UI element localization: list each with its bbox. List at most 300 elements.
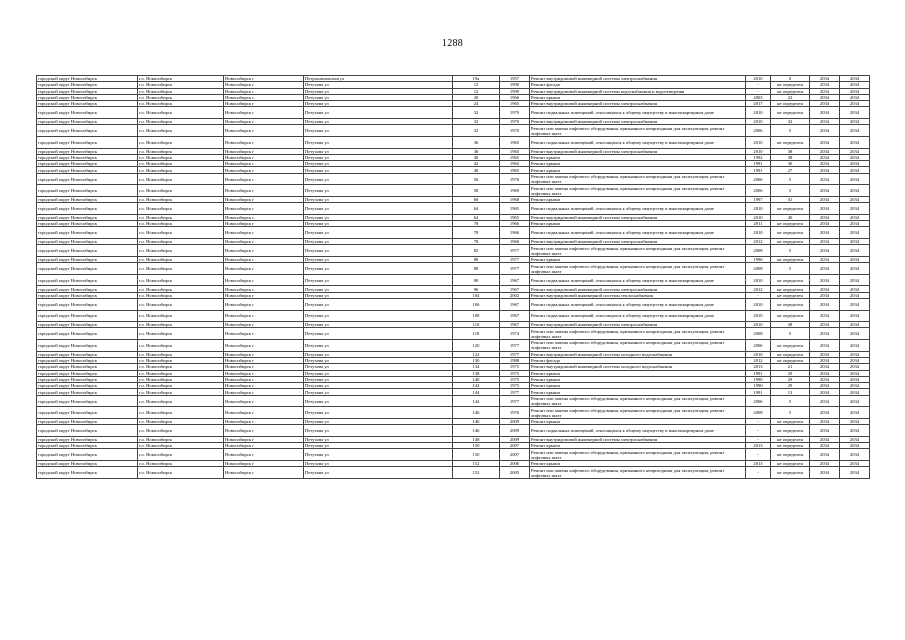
wear-percent-cell: не определен <box>771 298 810 310</box>
last-repair-year-cell: 1997 <box>746 196 771 202</box>
settlement-cell: Новосибирск г <box>224 136 304 148</box>
municipality-cell: городской округ Новосибирск <box>37 263 138 275</box>
work-type-cell: Ремонт внутридомовой инженерной системы холодного водоснабжения <box>530 351 746 357</box>
municipality-cell: городской округ Новосибирск <box>37 286 138 292</box>
work-type-cell: Ремонт крыши <box>530 221 746 227</box>
street-cell: Петухова ул <box>304 245 453 257</box>
house-number-cell: 140 <box>453 376 500 382</box>
work-type-cell: Ремонт крыши <box>530 389 746 395</box>
work-type-cell: Ремонт подвальных помещений, относящихся к общему имуществу в многоквартирном доме <box>530 107 746 119</box>
urban-district-cell: г.о. Новосибирск <box>138 364 224 370</box>
plan-year-to-cell: 2034 <box>840 328 870 340</box>
urban-district-cell: г.о. Новосибирск <box>138 322 224 328</box>
build-year-cell: 1974 <box>500 328 530 340</box>
last-repair-year-cell: - <box>746 82 771 88</box>
wear-percent-cell: не определен <box>771 357 810 363</box>
house-number-cell: 88 <box>453 256 500 262</box>
urban-district-cell: г.о. Новосибирск <box>138 227 224 239</box>
table-row <box>37 263 870 275</box>
plan-year-from-cell: 2034 <box>810 364 840 370</box>
plan-year-from-cell: 2034 <box>810 173 840 185</box>
last-repair-year-cell: 1992 <box>746 154 771 160</box>
plan-year-from-cell: 2034 <box>810 101 840 107</box>
work-type-cell: Ремонт крыши <box>530 94 746 100</box>
plan-year-to-cell: 2034 <box>840 245 870 257</box>
urban-district-cell: г.о. Новосибирск <box>138 239 224 245</box>
urban-district-cell: г.о. Новосибирск <box>138 467 224 479</box>
street-cell: Петухова ул <box>304 136 453 148</box>
urban-district-cell: г.о. Новосибирск <box>138 88 224 94</box>
wear-percent-cell: 40 <box>771 214 810 220</box>
street-cell: Петухова ул <box>304 125 453 137</box>
plan-year-from-cell: 2034 <box>810 298 840 310</box>
urban-district-cell: г.о. Новосибирск <box>138 167 224 173</box>
settlement-cell: Новосибирск г <box>224 203 304 215</box>
street-cell: Петухова ул <box>304 148 453 154</box>
work-type-cell: Ремонт фасада <box>530 82 746 88</box>
last-repair-year-cell: 2013 <box>746 443 771 449</box>
plan-year-from-cell: 2034 <box>810 286 840 292</box>
wear-percent-cell: не определен <box>771 88 810 94</box>
work-type-cell: Ремонт подвальных помещений, относящихся к общему имуществу в многоквартирном доме <box>530 298 746 310</box>
urban-district-cell: г.о. Новосибирск <box>138 310 224 322</box>
urban-district-cell: г.о. Новосибирск <box>138 161 224 167</box>
urban-district-cell: г.о. Новосибирск <box>138 76 224 82</box>
settlement-cell: Новосибирск г <box>224 185 304 197</box>
last-repair-year-cell: 2017 <box>746 101 771 107</box>
house-number-cell: 60 <box>453 196 500 202</box>
build-year-cell: 1957 <box>500 76 530 82</box>
settlement-cell: Новосибирск г <box>224 328 304 340</box>
settlement-cell: Новосибирск г <box>224 245 304 257</box>
plan-year-from-cell: 2034 <box>810 88 840 94</box>
settlement-cell: Новосибирск г <box>224 292 304 298</box>
street-cell: Петухова ул <box>304 167 453 173</box>
plan-year-to-cell: 2034 <box>840 76 870 82</box>
urban-district-cell: г.о. Новосибирск <box>138 286 224 292</box>
build-year-cell: 1965 <box>500 161 530 167</box>
last-repair-year-cell: 2010 <box>746 203 771 215</box>
house-number-cell: 148 <box>453 436 500 442</box>
build-year-cell: 1976 <box>500 407 530 419</box>
urban-district-cell: г.о. Новосибирск <box>138 376 224 382</box>
house-number-cell: 108 <box>453 310 500 322</box>
work-type-cell: Ремонт подвальных помещений, относящихся к общему имуществу в многоквартирном доме <box>530 227 746 239</box>
table-row <box>37 328 870 340</box>
work-type-cell: Ремонт или замена лифтового оборудования, признанного непригодным для эксплуатации, ремонт лифтовых шахт <box>530 125 746 137</box>
municipality-cell: городской округ Новосибирск <box>37 148 138 154</box>
municipality-cell: городской округ Новосибирск <box>37 82 138 88</box>
build-year-cell: 1977 <box>500 395 530 407</box>
wear-percent-cell: не определен <box>771 256 810 262</box>
work-type-cell: Ремонт крыши <box>530 370 746 376</box>
last-repair-year-cell: 2010 <box>746 107 771 119</box>
street-cell: Петухова ул <box>304 395 453 407</box>
plan-year-from-cell: 2034 <box>810 119 840 125</box>
plan-year-from-cell: 2034 <box>810 461 840 467</box>
street-cell: Петухова ул <box>304 173 453 185</box>
plan-year-from-cell: 2034 <box>810 263 840 275</box>
plan-year-from-cell: 2034 <box>810 357 840 363</box>
work-type-cell: Ремонт крыши <box>530 161 746 167</box>
work-type-cell: Ремонт крыши <box>530 443 746 449</box>
urban-district-cell: г.о. Новосибирск <box>138 119 224 125</box>
wear-percent-cell: не определен <box>771 443 810 449</box>
urban-district-cell: г.о. Новосибирск <box>138 256 224 262</box>
wear-percent-cell: не определен <box>771 239 810 245</box>
settlement-cell: Новосибирск г <box>224 436 304 442</box>
work-type-cell: Ремонт внутридомовой инженерной системы холодного водоснабжения <box>530 364 746 370</box>
plan-year-to-cell: 2034 <box>840 310 870 322</box>
municipality-cell: городской округ Новосибирск <box>37 136 138 148</box>
municipality-cell: городской округ Новосибирск <box>37 467 138 479</box>
table-row <box>37 467 870 479</box>
plan-year-from-cell: 2034 <box>810 125 840 137</box>
house-number-cell: 134 <box>453 364 500 370</box>
plan-year-to-cell: 2034 <box>840 154 870 160</box>
work-type-cell: Ремонт подвальных помещений, относящихся к общему имуществу в многоквартирном доме <box>530 274 746 286</box>
plan-year-from-cell: 2034 <box>810 425 840 437</box>
plan-year-from-cell: 2034 <box>810 351 840 357</box>
house-number-cell: 58 <box>453 185 500 197</box>
last-repair-year-cell: 2010 <box>746 136 771 148</box>
street-cell: Петухова ул <box>304 461 453 467</box>
municipality-cell: городской округ Новосибирск <box>37 298 138 310</box>
settlement-cell: Новосибирск г <box>224 82 304 88</box>
plan-year-to-cell: 2034 <box>840 340 870 352</box>
wear-percent-cell: 38 <box>771 148 810 154</box>
house-number-cell: 20 <box>453 94 500 100</box>
municipality-cell: городской округ Новосибирск <box>37 292 138 298</box>
street-cell: Петухова ул <box>304 196 453 202</box>
house-number-cell: 78 <box>453 227 500 239</box>
build-year-cell: 1970 <box>500 125 530 137</box>
last-repair-year-cell: 2006 <box>746 340 771 352</box>
work-type-cell: Ремонт или замена лифтового оборудования, признанного непригодным для эксплуатации, ремонт лифтовых шахт <box>530 173 746 185</box>
urban-district-cell: г.о. Новосибирск <box>138 263 224 275</box>
street-cell: Петухова ул <box>304 154 453 160</box>
wear-percent-cell: 41 <box>771 196 810 202</box>
house-number-cell: 144 <box>453 395 500 407</box>
municipality-cell: городской округ Новосибирск <box>37 449 138 461</box>
municipality-cell: городской округ Новосибирск <box>37 203 138 215</box>
municipality-cell: городской округ Новосибирск <box>37 227 138 239</box>
settlement-cell: Новосибирск г <box>224 322 304 328</box>
urban-district-cell: г.о. Новосибирск <box>138 425 224 437</box>
municipality-cell: городской округ Новосибирск <box>37 310 138 322</box>
urban-district-cell: г.о. Новосибирск <box>138 443 224 449</box>
wear-percent-cell: не определен <box>771 82 810 88</box>
plan-year-to-cell: 2034 <box>840 227 870 239</box>
work-type-cell: Ремонт или замена лифтового оборудования, признанного непригодным для эксплуатации, ремонт лифтовых шахт <box>530 245 746 257</box>
last-repair-year-cell: - <box>746 418 771 424</box>
urban-district-cell: г.о. Новосибирск <box>138 351 224 357</box>
urban-district-cell: г.о. Новосибирск <box>138 196 224 202</box>
house-number-cell: 36 <box>453 148 500 154</box>
urban-district-cell: г.о. Новосибирск <box>138 389 224 395</box>
work-type-cell: Ремонт крыши <box>530 376 746 382</box>
last-repair-year-cell: - <box>746 449 771 461</box>
work-type-cell: Ремонт внутридомовой инженерной системы электроснабжения <box>530 148 746 154</box>
municipality-cell: городской округ Новосибирск <box>37 364 138 370</box>
wear-percent-cell: 5 <box>771 395 810 407</box>
house-number-cell: 88 <box>453 263 500 275</box>
work-type-cell: Ремонт крыши <box>530 167 746 173</box>
urban-district-cell: г.о. Новосибирск <box>138 298 224 310</box>
municipality-cell: городской округ Новосибирск <box>37 214 138 220</box>
work-type-cell: Ремонт внутридомовой инженерной системы электроснабжения <box>530 101 746 107</box>
plan-year-from-cell: 2034 <box>810 136 840 148</box>
build-year-cell: 1967 <box>500 310 530 322</box>
plan-year-to-cell: 2034 <box>840 395 870 407</box>
last-repair-year-cell: 2008 <box>746 407 771 419</box>
street-cell: Петухова ул <box>304 203 453 215</box>
house-number-cell: 24 <box>453 101 500 107</box>
table-row <box>37 298 870 310</box>
street-cell: Петухова ул <box>304 389 453 395</box>
urban-district-cell: г.о. Новосибирск <box>138 185 224 197</box>
municipality-cell: городской округ Новосибирск <box>37 101 138 107</box>
plan-year-to-cell: 2034 <box>840 94 870 100</box>
house-number-cell: 19а <box>453 76 500 82</box>
house-number-cell: 78 <box>453 239 500 245</box>
settlement-cell: Новосибирск г <box>224 154 304 160</box>
settlement-cell: Новосибирск г <box>224 167 304 173</box>
plan-year-to-cell: 2034 <box>840 101 870 107</box>
work-type-cell: Ремонт крыши <box>530 383 746 389</box>
work-type-cell: Ремонт внутридомовой инженерной системы электроснабжения <box>530 322 746 328</box>
house-number-cell: 32 <box>453 125 500 137</box>
settlement-cell: Новосибирск г <box>224 383 304 389</box>
plan-year-to-cell: 2034 <box>840 167 870 173</box>
plan-year-from-cell: 2034 <box>810 256 840 262</box>
last-repair-year-cell: 2012 <box>746 286 771 292</box>
house-number-cell: 142 <box>453 383 500 389</box>
urban-district-cell: г.о. Новосибирск <box>138 94 224 100</box>
build-year-cell: 2007 <box>500 449 530 461</box>
house-number-cell: 12 <box>453 82 500 88</box>
last-repair-year-cell: 2003 <box>746 94 771 100</box>
municipality-cell: городской округ Новосибирск <box>37 418 138 424</box>
work-type-cell: Ремонт подвальных помещений, относящихся к общему имуществу в многоквартирном доме <box>530 425 746 437</box>
build-year-cell: 1970 <box>500 119 530 125</box>
street-cell: Петухова ул <box>304 88 453 94</box>
last-repair-year-cell: 2011 <box>746 221 771 227</box>
settlement-cell: Новосибирск г <box>224 173 304 185</box>
house-number-cell: 130 <box>453 357 500 363</box>
build-year-cell: 1976 <box>500 173 530 185</box>
urban-district-cell: г.о. Новосибирск <box>138 274 224 286</box>
municipality-cell: городской округ Новосибирск <box>37 328 138 340</box>
plan-year-from-cell: 2034 <box>810 76 840 82</box>
plan-year-from-cell: 2034 <box>810 395 840 407</box>
street-cell: Петухова ул <box>304 443 453 449</box>
plan-year-to-cell: 2034 <box>840 203 870 215</box>
work-type-cell: Ремонт или замена лифтового оборудования, признанного непригодным для эксплуатации, ремонт лифтовых шахт <box>530 263 746 275</box>
build-year-cell: 1977 <box>500 340 530 352</box>
table-row <box>37 340 870 352</box>
wear-percent-cell: не определен <box>771 221 810 227</box>
table-row <box>37 407 870 419</box>
plan-year-from-cell: 2034 <box>810 221 840 227</box>
build-year-cell: 1977 <box>500 263 530 275</box>
house-number-cell: 138 <box>453 370 500 376</box>
plan-year-to-cell: 2034 <box>840 196 870 202</box>
build-year-cell: 1975 <box>500 364 530 370</box>
last-repair-year-cell: 2012 <box>746 239 771 245</box>
last-repair-year-cell: 2010 <box>746 274 771 286</box>
house-number-cell: 146 <box>453 425 500 437</box>
urban-district-cell: г.о. Новосибирск <box>138 418 224 424</box>
work-type-cell: Ремонт крыши <box>530 418 746 424</box>
last-repair-year-cell: 1990 <box>746 376 771 382</box>
work-type-cell: Ремонт или замена лифтового оборудования, признанного непригодным для эксплуатации, ремонт лифтовых шахт <box>530 340 746 352</box>
plan-year-to-cell: 2034 <box>840 221 870 227</box>
wear-percent-cell: 5 <box>771 328 810 340</box>
settlement-cell: Новосибирск г <box>224 461 304 467</box>
wear-percent-cell: 38 <box>771 322 810 328</box>
urban-district-cell: г.о. Новосибирск <box>138 101 224 107</box>
wear-percent-cell: не определен <box>771 436 810 442</box>
house-number-cell: 150 <box>453 443 500 449</box>
street-cell: Петухова ул <box>304 328 453 340</box>
last-repair-year-cell: 2013 <box>746 461 771 467</box>
wear-percent-cell: не определен <box>771 274 810 286</box>
settlement-cell: Новосибирск г <box>224 221 304 227</box>
house-number-cell: 64 <box>453 214 500 220</box>
settlement-cell: Новосибирск г <box>224 196 304 202</box>
house-number-cell: 64 <box>453 203 500 215</box>
municipality-cell: городской округ Новосибирск <box>37 173 138 185</box>
settlement-cell: Новосибирск г <box>224 76 304 82</box>
plan-year-to-cell: 2034 <box>840 443 870 449</box>
table-row <box>37 107 870 119</box>
work-type-cell: Ремонт фасада <box>530 357 746 363</box>
urban-district-cell: г.о. Новосибирск <box>138 214 224 220</box>
street-cell: Петухова ул <box>304 449 453 461</box>
table-row <box>37 245 870 257</box>
house-number-cell: 106 <box>453 298 500 310</box>
street-cell: Петухова ул <box>304 364 453 370</box>
last-repair-year-cell: 1991 <box>746 161 771 167</box>
wear-percent-cell: 27 <box>771 167 810 173</box>
table-row <box>37 173 870 185</box>
last-repair-year-cell: 2010 <box>746 119 771 125</box>
wear-percent-cell: 0 <box>771 76 810 82</box>
urban-district-cell: г.о. Новосибирск <box>138 383 224 389</box>
municipality-cell: городской округ Новосибирск <box>37 370 138 376</box>
build-year-cell: 1965 <box>500 167 530 173</box>
last-repair-year-cell: 2006 <box>746 125 771 137</box>
plan-year-to-cell: 2034 <box>840 298 870 310</box>
work-type-cell: Ремонт или замена лифтового оборудования, признанного непригодным для эксплуатации, ремонт лифтовых шахт <box>530 407 746 419</box>
municipality-cell: городской округ Новосибирск <box>37 245 138 257</box>
last-repair-year-cell: 1996 <box>746 256 771 262</box>
build-year-cell: 1966 <box>500 94 530 100</box>
build-year-cell: 1990 <box>500 82 530 88</box>
plan-year-to-cell: 2034 <box>840 136 870 148</box>
table-row <box>37 425 870 437</box>
municipality-cell: городской округ Новосибирск <box>37 154 138 160</box>
settlement-cell: Новосибирск г <box>224 425 304 437</box>
municipality-cell: городской округ Новосибирск <box>37 407 138 419</box>
settlement-cell: Новосибирск г <box>224 107 304 119</box>
municipality-cell: городской округ Новосибирск <box>37 322 138 328</box>
work-type-cell: Ремонт внутридомовой инженерной системы водоснабжения и водоотведения <box>530 88 746 94</box>
last-repair-year-cell: - <box>746 425 771 437</box>
settlement-cell: Новосибирск г <box>224 263 304 275</box>
wear-percent-cell: не определен <box>771 449 810 461</box>
build-year-cell: 1975 <box>500 376 530 382</box>
house-number-cell: 12 <box>453 88 500 94</box>
plan-year-from-cell: 2034 <box>810 161 840 167</box>
urban-district-cell: г.о. Новосибирск <box>138 154 224 160</box>
house-number-cell: 42 <box>453 161 500 167</box>
plan-year-from-cell: 2034 <box>810 322 840 328</box>
plan-year-to-cell: 2034 <box>840 286 870 292</box>
last-repair-year-cell: 2006 <box>746 173 771 185</box>
urban-district-cell: г.о. Новосибирск <box>138 148 224 154</box>
plan-year-from-cell: 2034 <box>810 370 840 376</box>
plan-year-to-cell: 2034 <box>840 467 870 479</box>
plan-year-to-cell: 2034 <box>840 418 870 424</box>
house-number-cell: 152 <box>453 467 500 479</box>
plan-year-to-cell: 2034 <box>840 461 870 467</box>
municipality-cell: городской округ Новосибирск <box>37 461 138 467</box>
build-year-cell: 2007 <box>500 443 530 449</box>
plan-year-from-cell: 2034 <box>810 167 840 173</box>
settlement-cell: Новосибирск г <box>224 389 304 395</box>
wear-percent-cell: 22 <box>771 94 810 100</box>
build-year-cell: 1977 <box>500 256 530 262</box>
wear-percent-cell: 5 <box>771 173 810 185</box>
municipality-cell: городской округ Новосибирск <box>37 76 138 82</box>
street-cell: Петухова ул <box>304 292 453 298</box>
settlement-cell: Новосибирск г <box>224 214 304 220</box>
urban-district-cell: г.о. Новосибирск <box>138 82 224 88</box>
last-repair-year-cell: 1991 <box>746 389 771 395</box>
build-year-cell: 1969 <box>500 185 530 197</box>
last-repair-year-cell: 2010 <box>746 310 771 322</box>
street-cell: Петухова ул <box>304 322 453 328</box>
municipality-cell: городской округ Новосибирск <box>37 383 138 389</box>
build-year-cell: 1966 <box>500 221 530 227</box>
settlement-cell: Новосибирск г <box>224 370 304 376</box>
settlement-cell: Новосибирск г <box>224 467 304 479</box>
plan-year-to-cell: 2034 <box>840 322 870 328</box>
plan-year-from-cell: 2034 <box>810 227 840 239</box>
table-row <box>37 227 870 239</box>
plan-year-to-cell: 2034 <box>840 239 870 245</box>
house-number-cell: 146 <box>453 418 500 424</box>
last-repair-year-cell: 2012 <box>746 357 771 363</box>
municipality-cell: городской округ Новосибирск <box>37 274 138 286</box>
work-type-cell: Ремонт подвальных помещений, относящихся к общему имуществу в многоквартирном доме <box>530 203 746 215</box>
table-row <box>37 395 870 407</box>
street-cell: Петухова ул <box>304 185 453 197</box>
last-repair-year-cell: 2008 <box>746 263 771 275</box>
street-cell: Петухова ул <box>304 298 453 310</box>
municipality-cell: городской округ Новосибирск <box>37 221 138 227</box>
plan-year-to-cell: 2034 <box>840 274 870 286</box>
municipality-cell: городской округ Новосибирск <box>37 239 138 245</box>
plan-year-to-cell: 2034 <box>840 370 870 376</box>
build-year-cell: 1966 <box>500 239 530 245</box>
municipality-cell: городской округ Новосибирск <box>37 196 138 202</box>
build-year-cell: 1970 <box>500 107 530 119</box>
last-repair-year-cell: - <box>746 436 771 442</box>
settlement-cell: Новосибирск г <box>224 148 304 154</box>
